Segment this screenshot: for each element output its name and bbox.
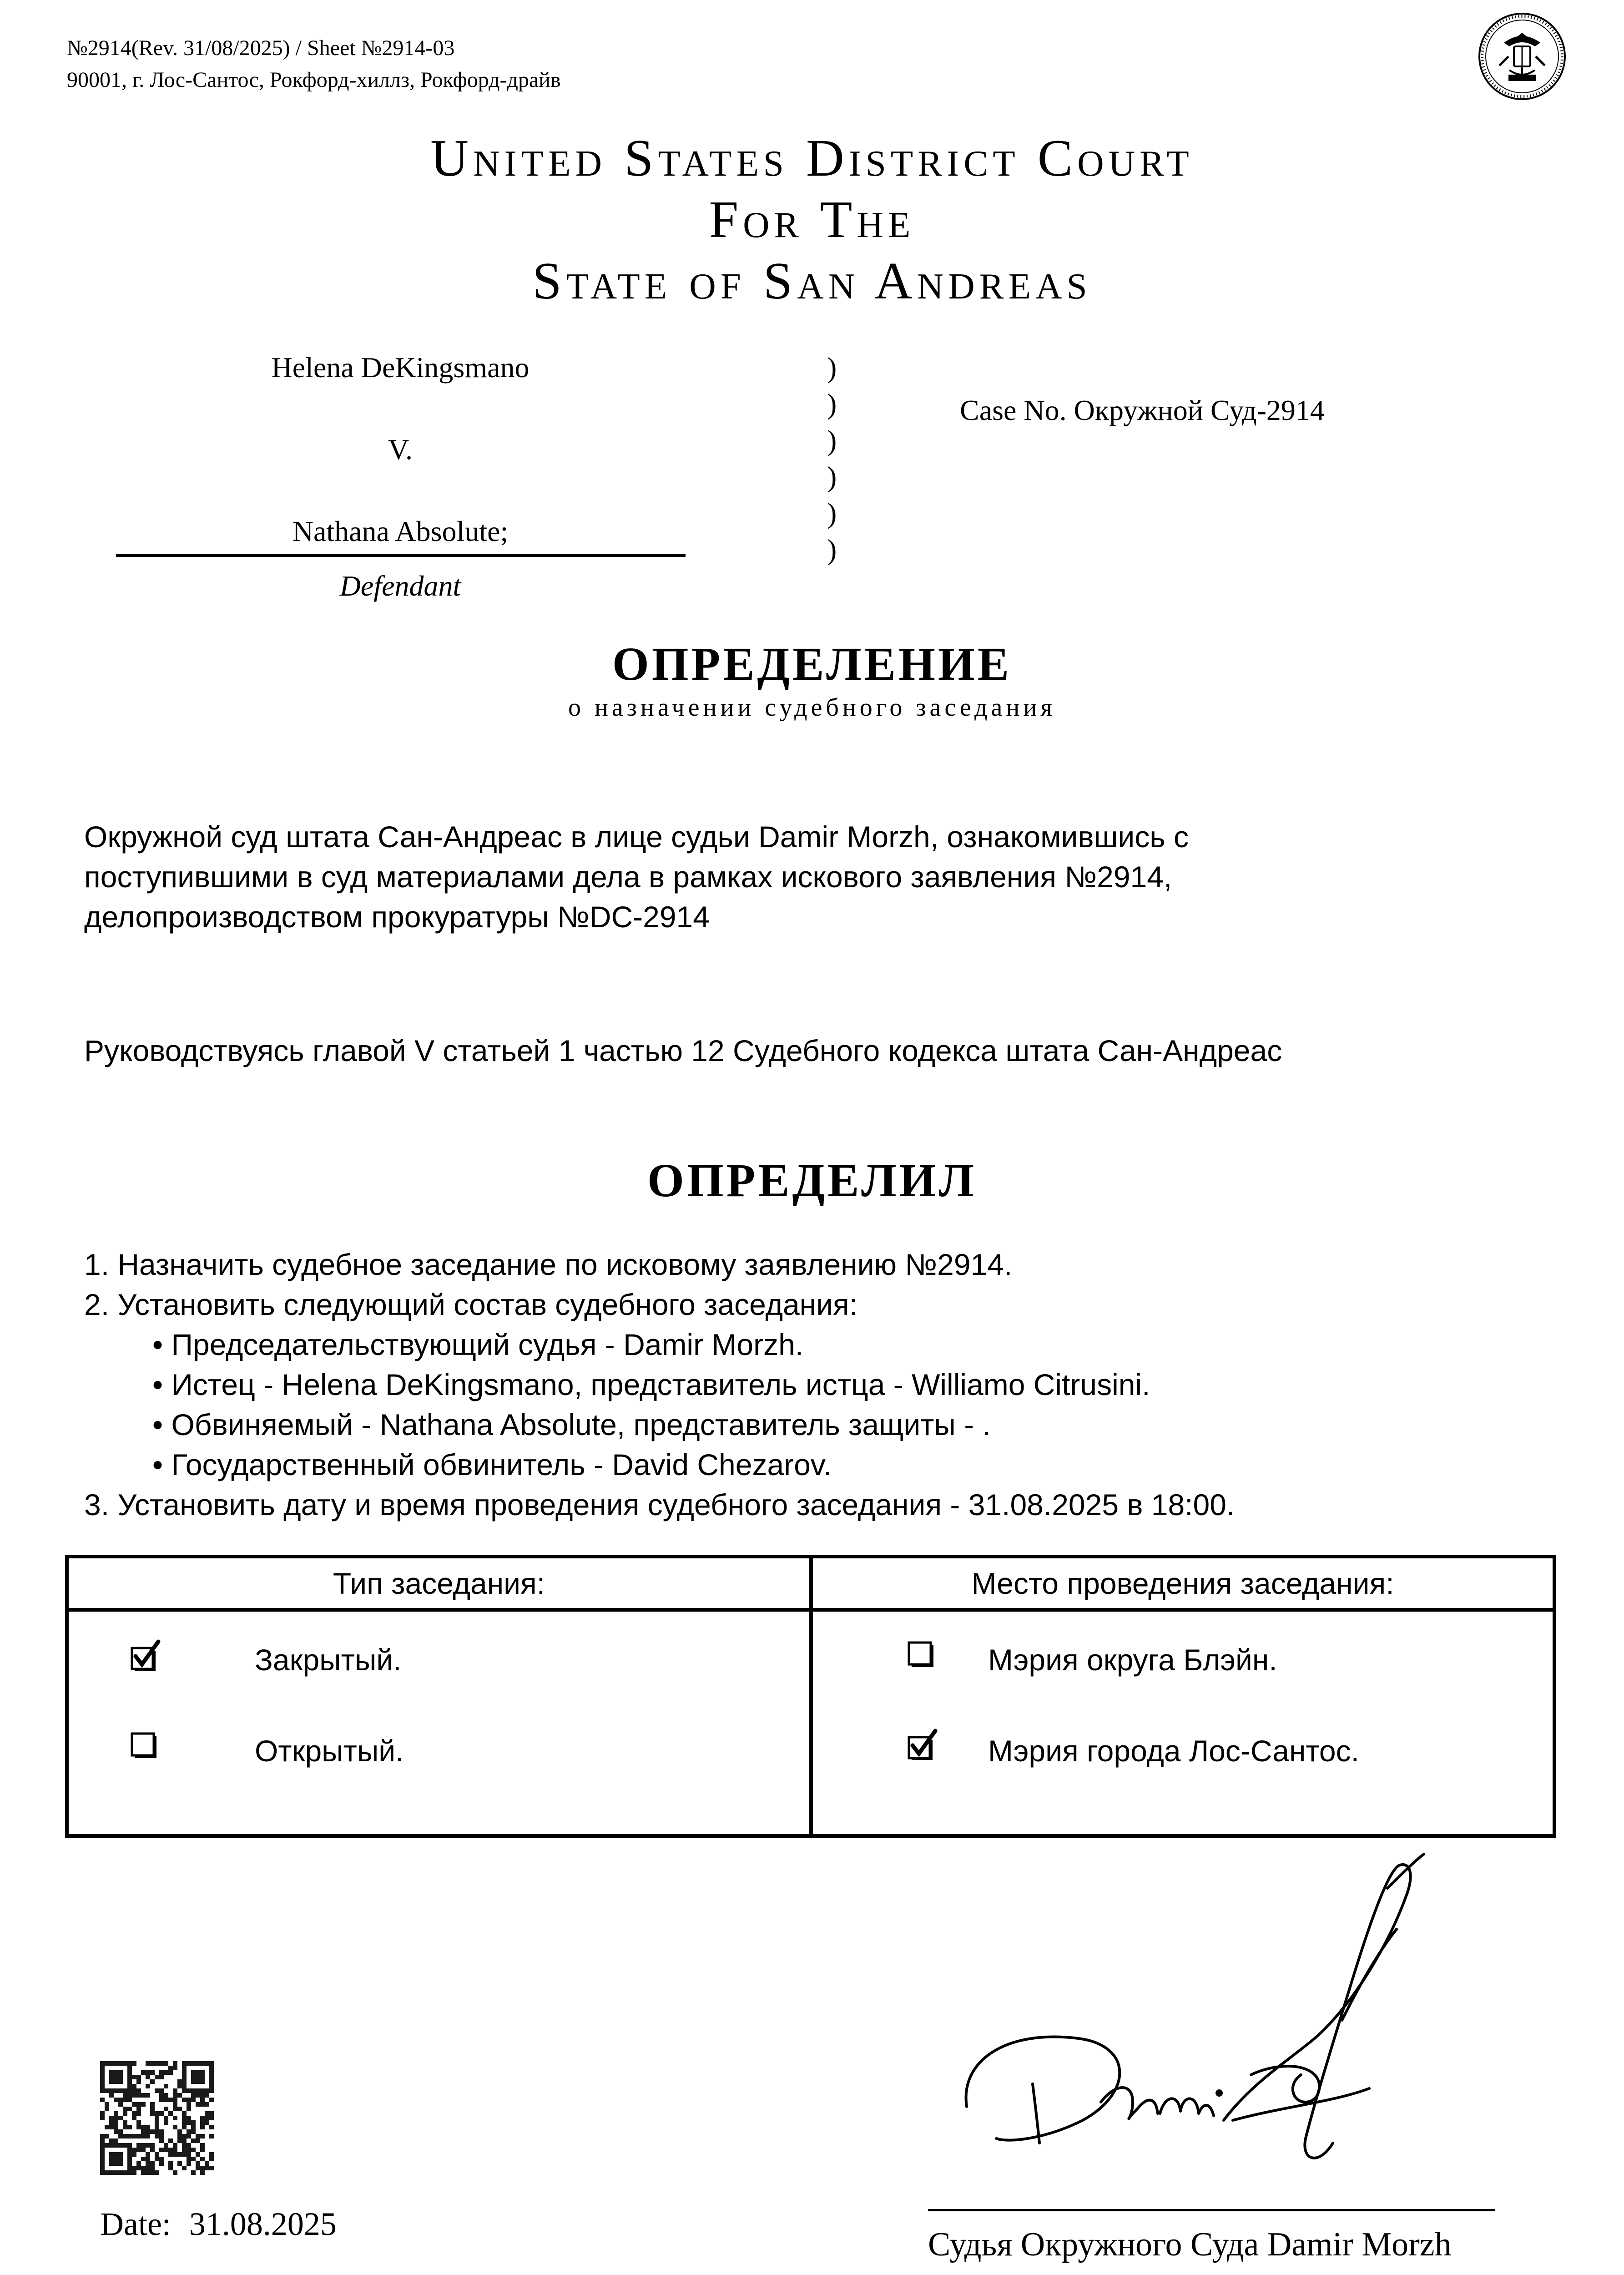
composition-item: • Истец - Helena DeKingsmano, представитель истца - Williamo Citrusini.	[152, 1368, 1150, 1401]
court-seal-icon	[1477, 11, 1568, 102]
document-title: ОПРЕДЕЛЕНИЕ	[612, 638, 1012, 690]
case-number: Case No. Окружной Суд-2914	[960, 394, 1325, 426]
plaintiff-name: Helena DeKingsmano	[271, 351, 530, 384]
signer-caption: Судья Окружного Суда Damir Morzh	[928, 2226, 1452, 2263]
caption-paren: )	[827, 424, 837, 456]
qr-code-icon	[100, 2061, 214, 2175]
ruling-item-2: 2. Установить следующий состав судебного заседания:	[84, 1288, 858, 1321]
session-type-option: Открытый.	[255, 1734, 404, 1768]
session-type-option: Закрытый.	[255, 1643, 402, 1677]
caption-paren: )	[827, 351, 837, 384]
place-column-header: Место проведения заседания:	[971, 1567, 1394, 1600]
session-place-option: Мэрия округа Блэйн.	[988, 1643, 1277, 1677]
composition-item: • Государственный обвинитель - David Chezarov.	[152, 1448, 832, 1481]
intro-line-2: поступившими в суд материалами дела в рамках искового заявления №2914,	[84, 860, 1172, 894]
defendant-role: Defendant	[339, 570, 461, 602]
versus: V.	[388, 433, 413, 465]
court-address: 90001, г. Лос-Сантос, Рокфорд-хиллз, Рокфорд-драйв	[67, 68, 561, 92]
ruling-item-1: 1. Назначить судебное заседание по исковому заявлению №2914.	[84, 1248, 1013, 1281]
document-subtitle: о назначении судебного заседания	[568, 693, 1056, 722]
composition-item: • Председательствующий судья - Damir Morzh.	[152, 1328, 804, 1361]
defendant-underline	[116, 554, 686, 557]
court-name-line-2: For The	[709, 191, 915, 249]
table-column-divider	[809, 1555, 813, 1838]
defendant-name: Nathana Absolute;	[292, 515, 509, 547]
checkbox-unchecked-icon[interactable]	[905, 1636, 942, 1673]
court-name-line-3: State of San Andreas	[532, 252, 1092, 310]
intro-line-3: делопроизводством прокуратуры №DC-2914	[84, 900, 710, 934]
checkbox-checked-icon[interactable]	[905, 1727, 942, 1764]
document-date	[100, 2204, 337, 2245]
date-label: Date:	[100, 2206, 171, 2242]
document-reference: №2914(Rev. 31/08/2025) / Sheet №2914-03	[67, 36, 455, 60]
composition-item: • Обвиняемый - Nathana Absolute, представитель защиты - .	[152, 1408, 991, 1441]
checkbox-unchecked-icon[interactable]	[128, 1727, 165, 1764]
type-column-header: Тип заседания:	[333, 1567, 545, 1600]
ruling-title: ОПРЕДЕЛИЛ	[647, 1154, 977, 1207]
court-name-line-1: United States District Court	[430, 129, 1194, 187]
signature-underline	[928, 2209, 1495, 2211]
handwritten-signature	[942, 1847, 1515, 2175]
session-place-option: Мэрия города Лос-Сантос.	[988, 1734, 1359, 1768]
caption-paren: )	[827, 533, 837, 566]
intro-line-1: Окружной суд штата Сан-Андреас в лице судьи Damir Morzh, ознакомившись с	[84, 820, 1189, 854]
caption-paren: )	[827, 497, 837, 529]
date-value: 31.08.2025	[189, 2206, 337, 2242]
checkbox-checked-icon[interactable]	[128, 1638, 165, 1674]
ruling-item-3: 3. Установить дату и время проведения судебного заседания - 31.08.2025 в 18:00.	[84, 1488, 1235, 1522]
caption-paren: )	[827, 388, 837, 420]
legal-basis: Руководствуясь главой V статьей 1 частью 12 Судебного кодекса штата Сан-Андреас	[84, 1034, 1282, 1067]
caption-paren: )	[827, 460, 837, 493]
